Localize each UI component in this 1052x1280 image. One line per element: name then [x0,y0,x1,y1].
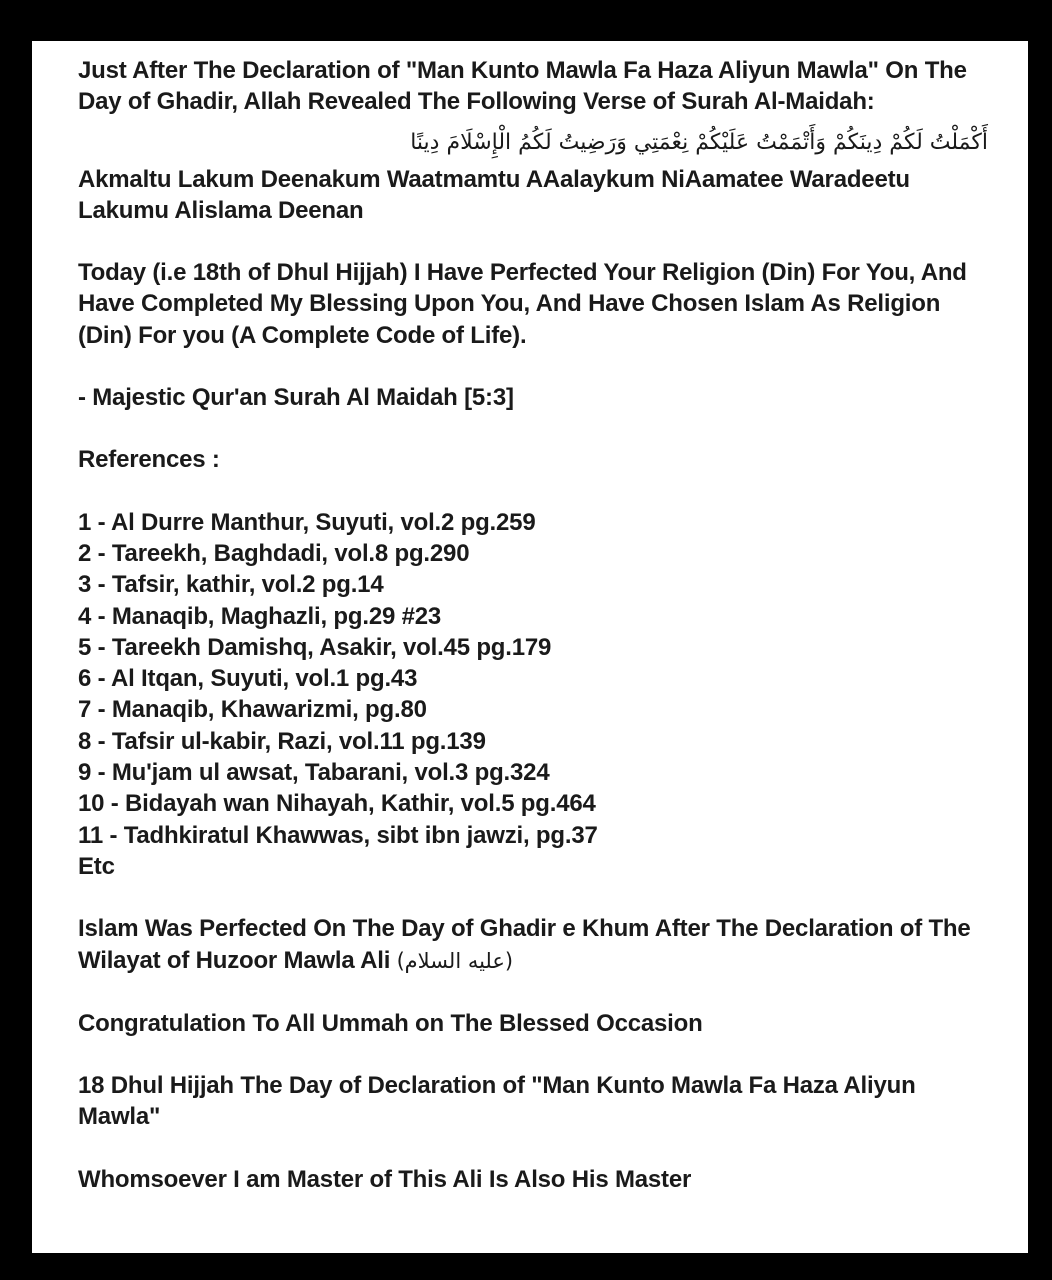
reference-item: 3 - Tafsir, kathir, vol.2 pg.14 [78,571,384,599]
perfected-arabic: (عليه السلام) [396,948,513,973]
perfected-text: Islam Was Perfected On The Day of Ghadir e Khum After The Declaration of The Wilayat of Huzoor Mawla Ali [78,915,971,974]
translation-paragraph: Today (i.e 18th of Dhul Hijjah) I Have Perfected Your Religion (Din) For You, And Have Completed My Blessing Upon You, And Have Chosen Islam As Religion (Din) For you (A Complete Code of Life). [78,259,967,349]
spacer [78,413,988,444]
etc-text: Etc [78,852,115,880]
transliteration-paragraph: Akmaltu Lakum Deenakum Waatmamtu AAalaykum NiAamatee Waradeetu Lakumu Alislama Deenan [78,165,910,224]
document-card [32,41,1028,1253]
references-heading: References : [78,446,220,474]
spacer [78,1133,988,1164]
reference-item: 11 - Tadhkiratul Khawwas, sibt ibn jawzi, pg.37 [78,821,598,849]
spacer [78,476,988,507]
reference-item: 10 - Bidayah wan Nihayah, Kathir, vol.5 pg.464 [78,790,596,818]
spacer [78,226,988,257]
declaration-paragraph: 18 Dhul Hijjah The Day of Declaration of "Man Kunto Mawla Fa Haza Aliyun Mawla" [78,1072,916,1131]
reference-item: 4 - Manaqib, Maghazli, pg.29 #23 [78,602,442,630]
references-list [78,507,988,851]
reference-item: 9 - Mu'jam ul awsat, Tabarani, vol.3 pg.324 [78,759,550,787]
arabic-verse: أَكْمَلْتُ لَكُمْ دِينَكُمْ وَأَتْمَمْتُ عَلَيْكُمْ نِعْمَتِي وَرَضِيتُ لَكُمُ الْإِسْلَامَ دِينًا [410,129,988,155]
closing-text: Whomsoever I am Master of This Ali Is Also His Master [78,1165,692,1193]
intro-paragraph: Just After The Declaration of "Man Kunto Mawla Fa Haza Aliyun Mawla" On The Day of Ghadir, Allah Revealed The Following Verse of Surah Al-Maidah: [78,57,967,116]
spacer [78,1039,988,1070]
reference-item: 7 - Manaqib, Khawarizmi, pg.80 [78,696,427,724]
reference-item: 1 - Al Durre Manthur, Suyuti, vol.2 pg.259 [78,508,536,536]
reference-item: 8 - Tafsir ul-kabir, Razi, vol.11 pg.139 [78,727,486,755]
spacer [78,351,988,382]
reference-item: 2 - Tareekh, Baghdadi, vol.8 pg.290 [78,539,470,567]
reference-item: 5 - Tareekh Damishq, Asakir, vol.45 pg.179 [78,633,552,661]
spacer [78,977,988,1008]
perfected-paragraph [78,913,988,977]
source-citation: - Majestic Qur'an Surah Al Maidah [5:3] [78,384,514,412]
spacer [78,882,988,913]
reference-item: 6 - Al Itqan, Suyuti, vol.1 pg.43 [78,665,418,693]
congratulation-text: Congratulation To All Ummah on The Blessed Occasion [78,1009,703,1037]
